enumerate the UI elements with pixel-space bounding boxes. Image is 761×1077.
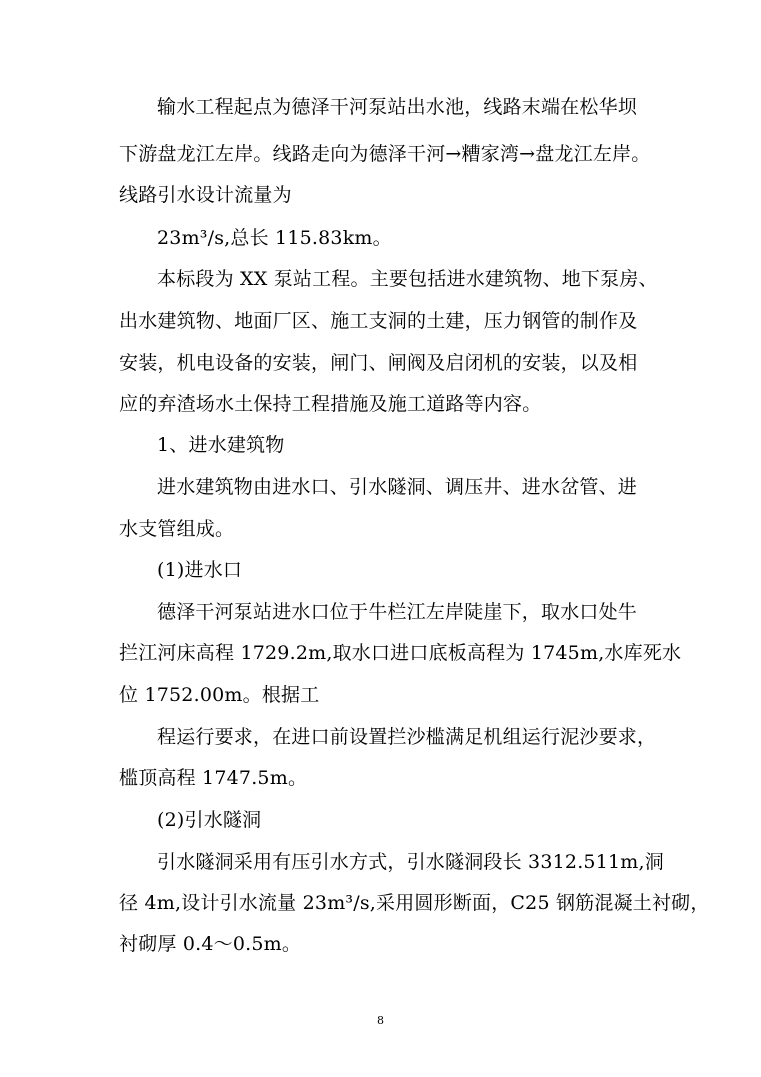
section-heading: 1、进水建筑物: [157, 434, 285, 456]
paragraph-line: 径 4m,设计引水流量 23m³/s,采用圆形断面，C25 钢筋混凝土衬砌，: [119, 892, 710, 914]
paragraph-line: 进水建筑物由进水口、引水隧洞、调压井、进水岔管、进: [157, 476, 638, 498]
paragraph-line: 线路引水设计流量为: [119, 184, 292, 206]
paragraph-line: 位 1752.00m。根据工: [119, 684, 320, 706]
paragraph-line: 引水隧洞采用有压引水方式，引水隧洞段长 3312.511m,洞: [157, 851, 664, 873]
paragraph-line: 水支管组成。: [119, 518, 235, 540]
paragraph-line: 输水工程起点为德泽干河泵站出水池，线路末端在松华坝: [157, 96, 638, 118]
subsection-heading: (2)引水隧洞: [157, 809, 262, 831]
paragraph-line: 下游盘龙江左岸。线路走向为德泽干河→糟家湾→盘龙江左岸。: [119, 143, 651, 165]
paragraph-line: 应的弃渣场水土保持工程措施及施工道路等内容。: [119, 393, 542, 415]
paragraph-line: 出水建筑物、地面厂区、施工支洞的土建，压力钢管的制作及: [119, 310, 638, 332]
paragraph-line: 23m³/s,总长 115.83km。: [157, 227, 392, 249]
paragraph-line: 衬砌厚 0.4～0.5m。: [119, 933, 302, 955]
paragraph-line: 程运行要求，在进口前设置拦沙槛满足机组运行泥沙要求，: [157, 726, 657, 748]
paragraph-line: 拦江河床高程 1729.2m,取水口进口底板高程为 1745m,水库死水: [119, 642, 682, 664]
page-number: 8: [377, 1014, 384, 1027]
subsection-heading: (1)进水口: [157, 559, 243, 581]
paragraph-line: 安装，机电设备的安装，闸门、闸阀及启闭机的安装，以及相: [119, 352, 638, 374]
paragraph-line: 德泽干河泵站进水口位于牛栏江左岸陡崖下，取水口处牛: [157, 601, 638, 623]
paragraph-line: 槛顶高程 1747.5m。: [119, 767, 308, 789]
paragraph-line: 本标段为 XX 泵站工程。主要包括进水建筑物、地下泵房、: [157, 268, 658, 290]
